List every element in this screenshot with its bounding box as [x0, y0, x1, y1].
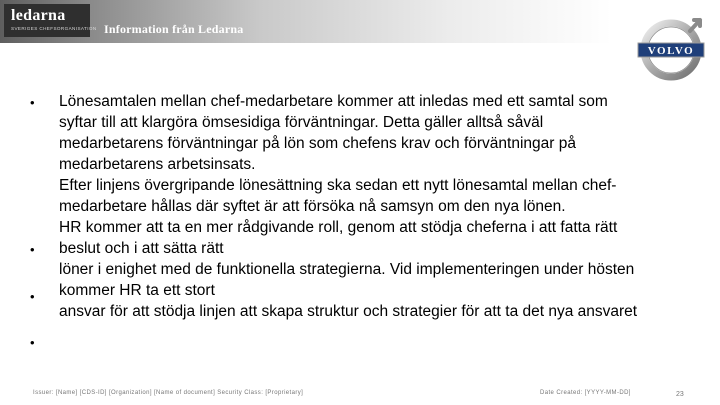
- volvo-wordmark: VOLVO: [647, 45, 695, 57]
- volvo-emblem-icon: [634, 12, 712, 84]
- footer-document-info: Issuer: [Name] [CDS-ID] [Organization] [Name of document] Security Class: [Proprietary]: [33, 390, 304, 396]
- bullet: •: [30, 242, 35, 257]
- logo-tagline: SVERIGES CHEFSORGANISATION: [11, 26, 97, 31]
- paragraph: ansvar för att stödja linjen att skapa struktur och strategier för att ta det nya ansvaret: [59, 303, 638, 320]
- logo-wordmark: ledarna: [11, 7, 66, 24]
- paragraph: Efter linjens övergripande lönesättning ska sedan ett nytt lönesamtal mellan chef-medarbetare hållas där syftet är att försöka nå samsyn om den nya lönen.: [59, 177, 617, 215]
- bullet: •: [30, 95, 35, 110]
- bullet: •: [30, 289, 35, 304]
- bullet-column: [30, 94, 42, 364]
- volvo-logo: [634, 12, 712, 84]
- footer-date-created: Date Created: [YYYY-MM-DD]: [540, 390, 631, 396]
- bullet: •: [30, 335, 35, 350]
- paragraph: Lönesamtalen mellan chef-medarbetare kommer att inledas med ett samtal som syftar till att klargöra ömsesidiga förväntningar. Detta gäller alltså såväl medarbetarens förväntningar på lön som chefens krav och förväntningar på medarbetarens arbetsinsats.: [59, 93, 608, 173]
- header-band: [0, 0, 612, 43]
- header-title: Information från Ledarna: [104, 22, 244, 36]
- ledarna-logo: [4, 4, 97, 37]
- paragraph: HR kommer att ta en mer rådgivande roll, genom att stödja cheferna i att fatta rätt beslut och i att sätta rätt: [59, 219, 618, 257]
- page-number: 23: [676, 391, 684, 398]
- body-text: [59, 91, 639, 322]
- paragraph: löner i enighet med de funktionella strategierna. Vid implementeringen under hösten kommer HR ta ett stort: [59, 261, 635, 299]
